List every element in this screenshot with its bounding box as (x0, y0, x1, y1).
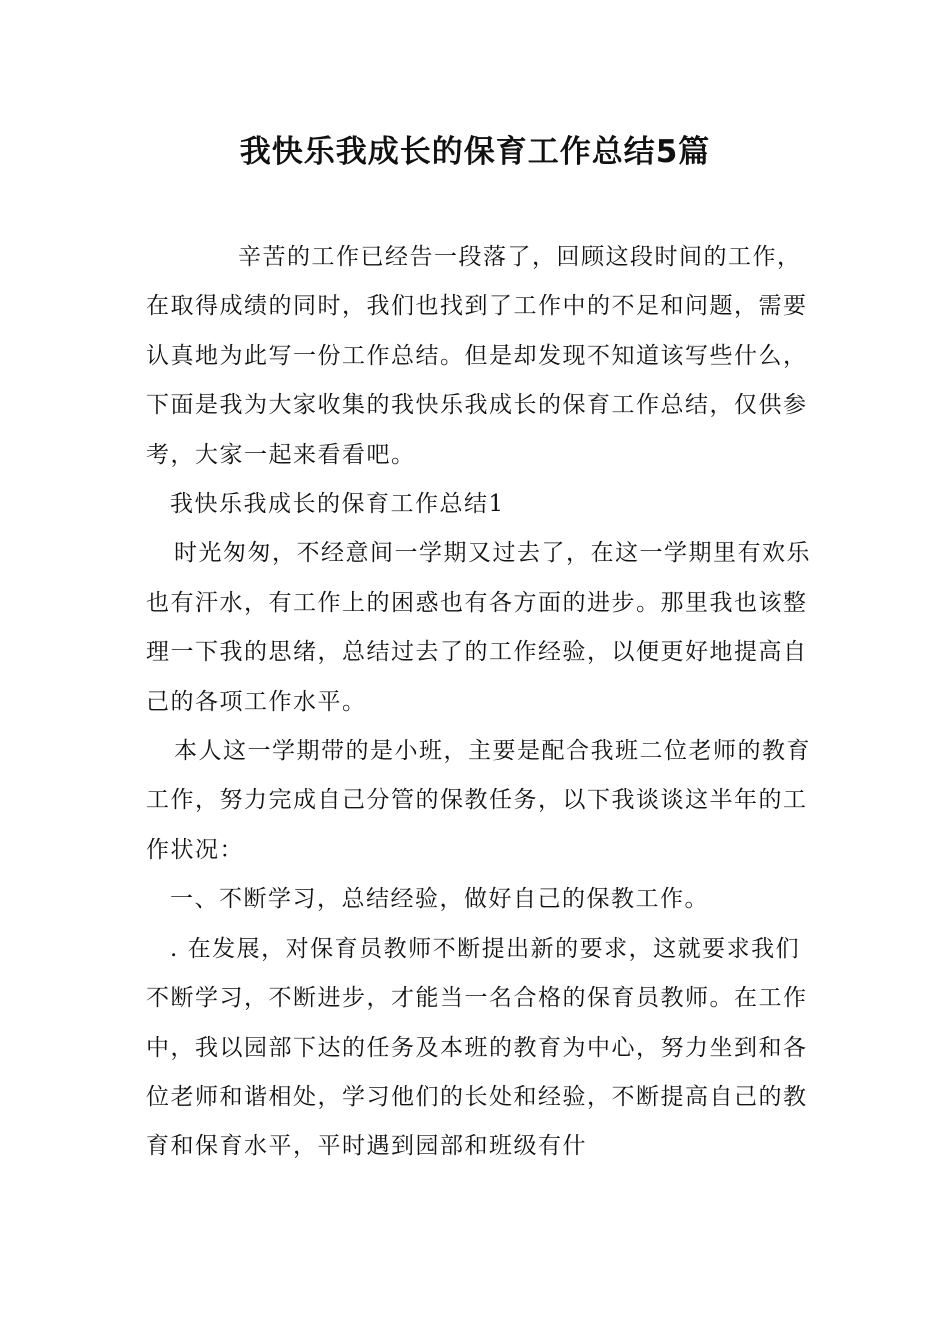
subsection-heading: 一、不断学习，总结经验，做好自己的保教工作。 (170, 886, 709, 913)
body-paragraph: 时光匆匆，不经意间一学期又过去了，在这一学期里有欢乐也有汗水，有工作上的困惑也有各方面的进步。那里我也该整理一下我的思绪，总结过去了的工作经验，以便更好地提高自己的各项工作水平。 (146, 540, 811, 715)
section-heading: 我快乐我成长的保育工作总结1 (170, 491, 505, 518)
intro-paragraph: 辛苦的工作已经告一段落了，回顾这段时间的工作，在取得成绩的同时，我们也找到了工作中的不足和问题，需要认真地为此写一份工作总结。但是却发现不知道该写些什么，下面是我为大家收集的我快乐我成长的保育工作总结，仅供参考，大家一起来看看吧。 (146, 244, 808, 468)
body-paragraph: 本人这一学期带的是小班，主要是配合我班二位老师的教育工作，努力完成自己分管的保教任务，以下我谈谈这半年的工作状况： (146, 738, 811, 863)
document-body (146, 233, 812, 1172)
body-paragraph: . 在发展，对保育员教师不断提出新的要求，这就要求我们不断学习，不断进步，才能当一名合格的保育员教师。在工作中，我以园部下达的任务及本班的教育为中心，努力坐到和各位老师和谐相处，学习他们的长处和经验，不断提高自己的教育和保育水平，平时遇到园部和班级有什 (146, 935, 808, 1160)
document-title: 我快乐我成长的保育工作总结5篇 (239, 134, 711, 170)
